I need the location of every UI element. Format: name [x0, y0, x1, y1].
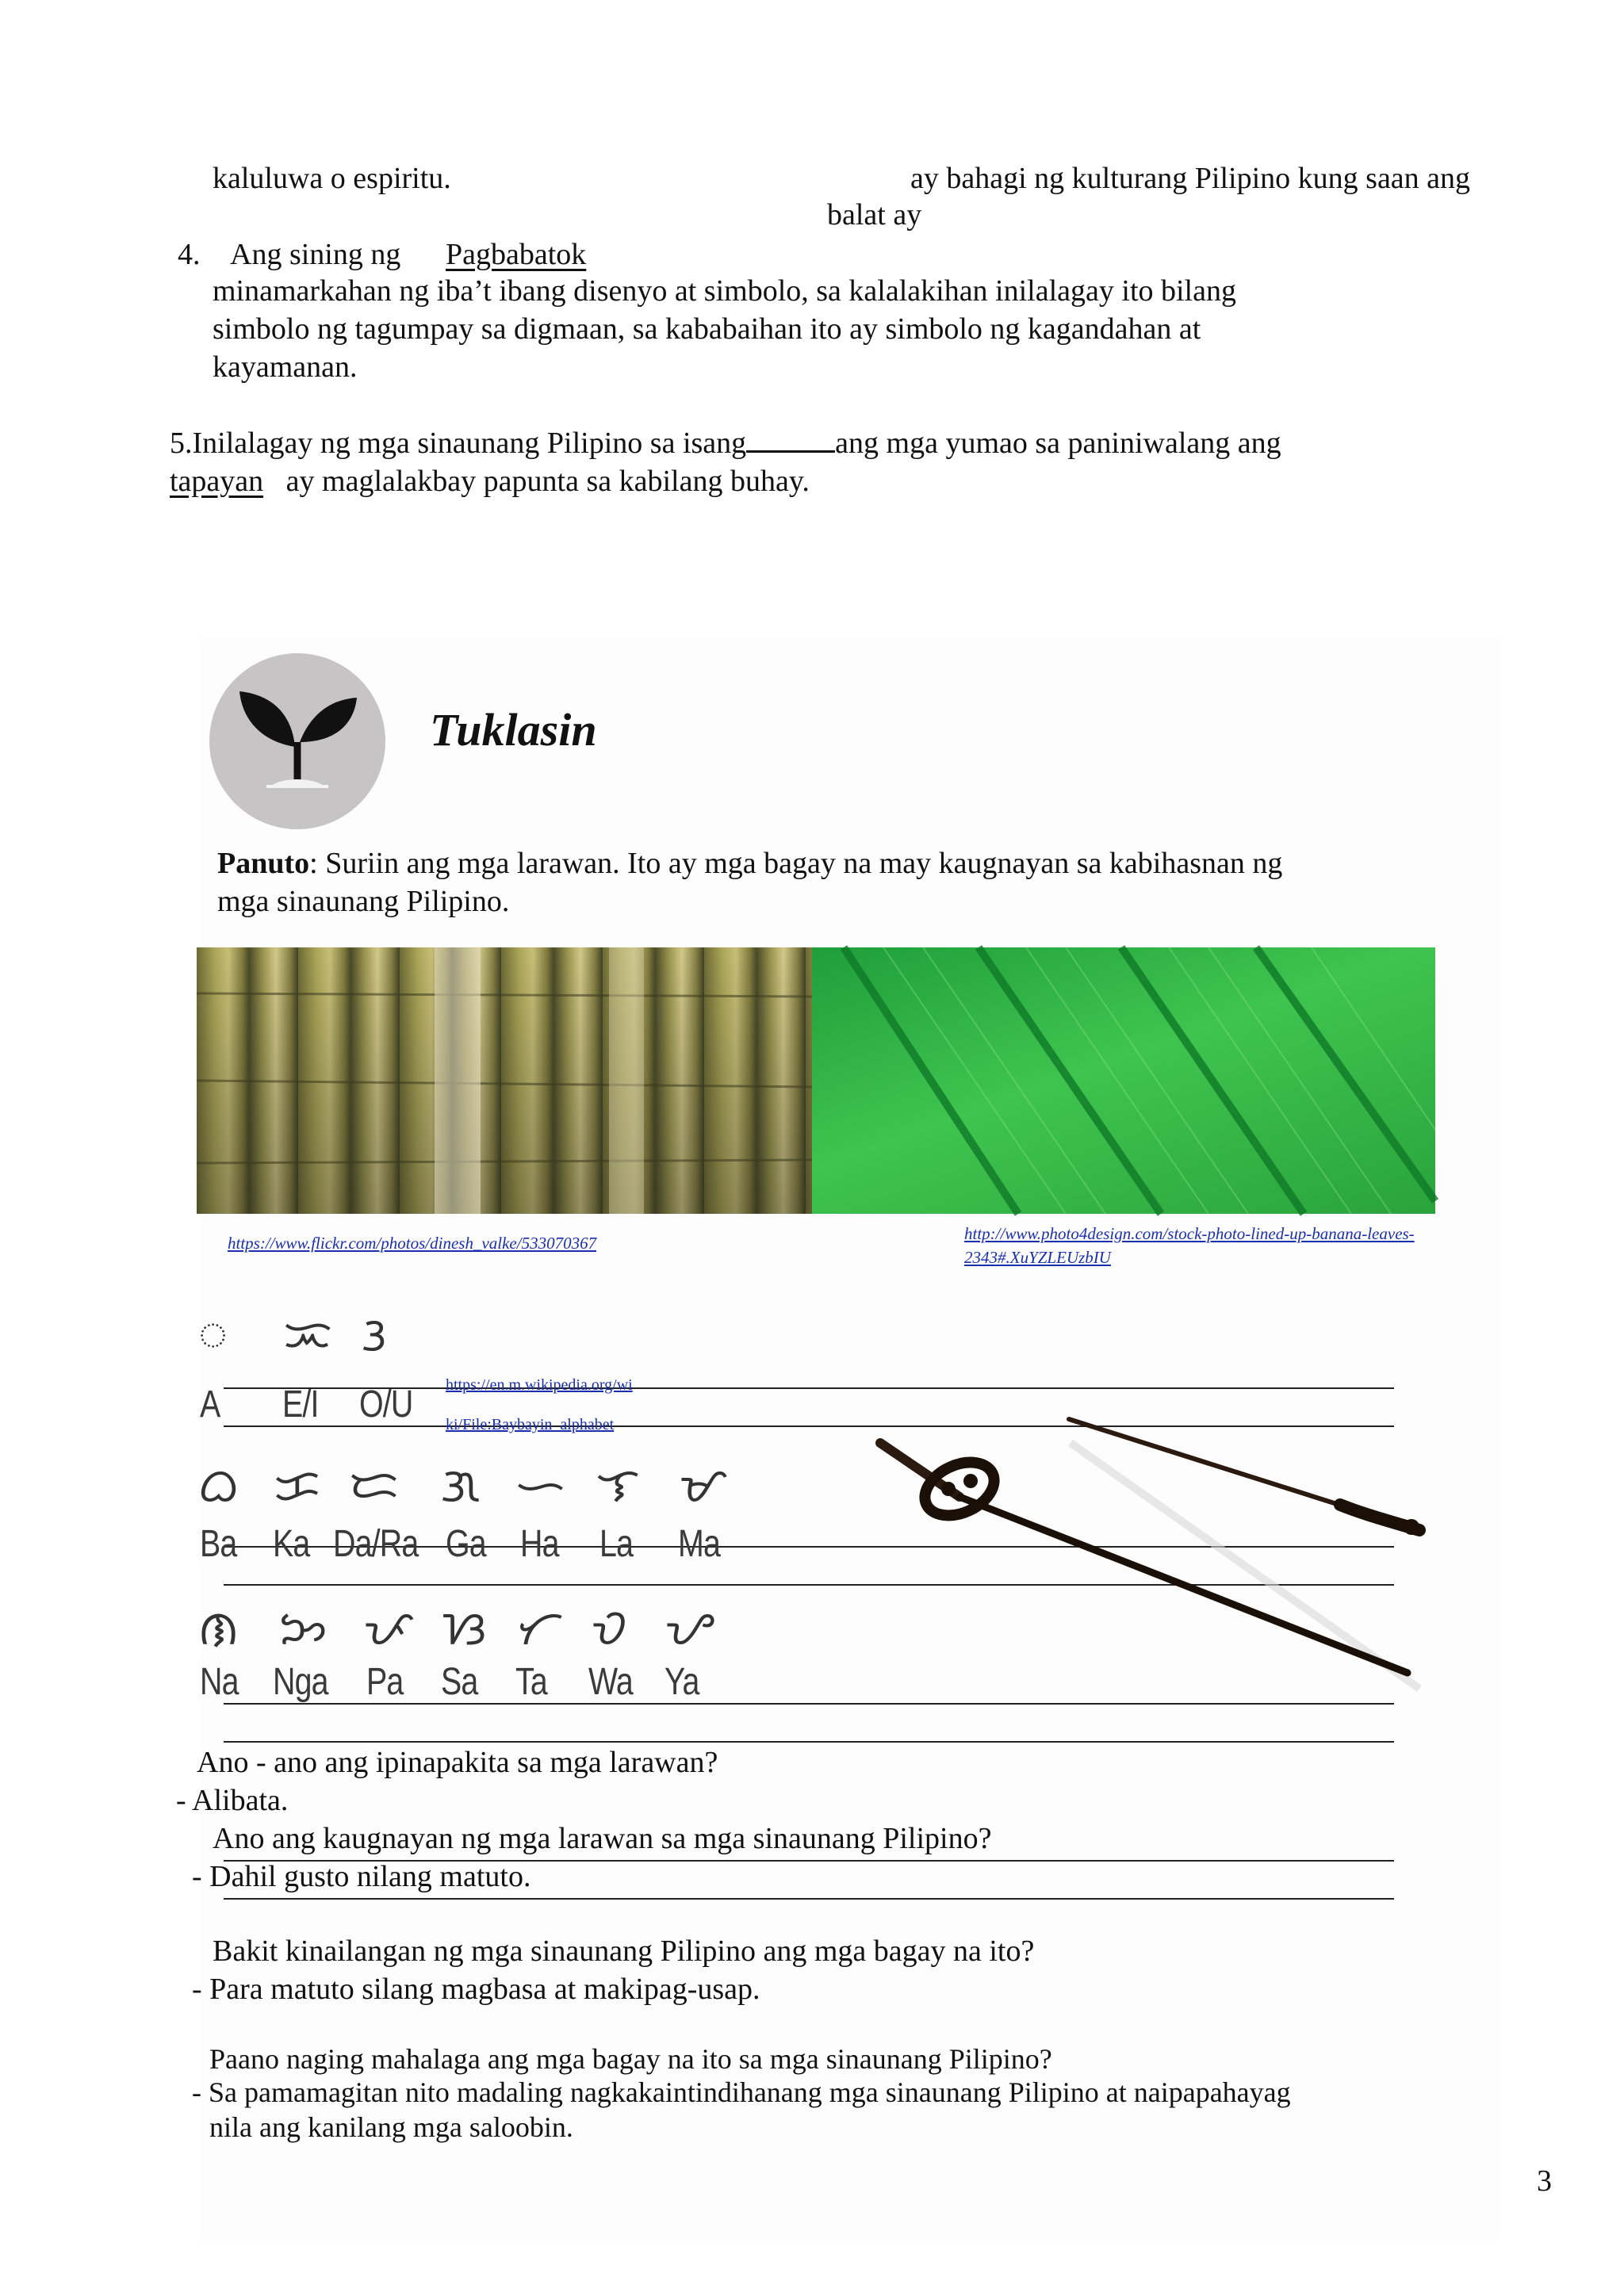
wiki-credit-link[interactable] — [446, 1416, 614, 1424]
panuto-line — [217, 845, 1282, 882]
banana-leaf-photo — [812, 947, 1435, 1214]
panuto-text: : Suriin ang mga larawan. Ito ay mga bagay na may kaugnayan sa kabihasnan ng — [309, 847, 1283, 880]
baybayin-label: Na — [200, 1661, 239, 1703]
baybayin-glyph: ᜌ — [665, 1601, 714, 1656]
baybayin-glyph: ᜇ — [349, 1458, 399, 1513]
item-4-line: minamarkahan ng iba’t ibang disenyo at simbolo, sa kalalakihan inilalagay ito bilang — [213, 274, 1236, 308]
bamboo-photo — [197, 947, 812, 1214]
baybayin-label: Wa — [588, 1661, 633, 1703]
baybayin-glyph: ᜄ — [440, 1458, 481, 1513]
baybayin-glyph: ᜐ — [442, 1601, 487, 1656]
answer-2: - Dahil gusto nilang matuto. — [192, 1860, 531, 1893]
answer-line — [224, 1898, 1394, 1900]
item-4-answer: Pagbabatok — [446, 238, 587, 271]
panuto-line: mga sinaunang Pilipino. — [217, 885, 510, 918]
baybayin-glyph: ᜀ — [198, 1303, 228, 1358]
answer-4: - Sa pamamagitan nito madaling nagkakaintindihanang mga sinaunang Pilipino at naipapahayag — [192, 2076, 1291, 2108]
baybayin-glyph: ᜏ — [591, 1601, 627, 1656]
baybayin-glyph: ᜁ — [284, 1307, 332, 1363]
question-3: Bakit kinailangan ng mga sinaunang Pilipino ang mga bagay na ito? — [213, 1934, 1035, 1968]
baybayin-glyph: ᜆ — [517, 1601, 564, 1656]
answer-3: - Para matuto silang magbasa at makipag-usap. — [192, 1973, 760, 2006]
baybayin-label: Ka — [273, 1523, 310, 1565]
baybayin-label: Sa — [441, 1661, 478, 1703]
item-5-text: ay maglalakbay papunta sa kabilang buhay. — [285, 465, 810, 498]
item-5-line — [170, 425, 1281, 461]
answer-1: - Alibata. — [176, 1784, 289, 1817]
item-4-lead: Ang sining ng — [230, 238, 401, 271]
answer-4-cont: nila ang kanilang mga saloobin. — [209, 2111, 573, 2143]
baybayin-glyph: ᜊ — [198, 1458, 239, 1513]
baybayin-label: Ya — [665, 1661, 699, 1703]
baybayin-glyph: ᜅ — [279, 1601, 327, 1656]
question-1: Ano - ano ang ipinapakita sa mga larawan? — [197, 1746, 718, 1779]
baybayin-label: Ba — [200, 1523, 237, 1565]
baybayin-label: E/I — [282, 1383, 319, 1425]
baybayin-glyph: ᜋ — [679, 1458, 728, 1513]
baybayin-label: Da/Ra — [333, 1523, 419, 1565]
baybayin-glyph: ᜈ — [198, 1601, 239, 1656]
baybayin-glyph: ᜑ — [515, 1458, 565, 1513]
stylus-image — [864, 1403, 1435, 1705]
text-line: balat ay — [827, 198, 922, 232]
baybayin-label: Nga — [273, 1661, 328, 1703]
baybayin-label: Pa — [366, 1661, 404, 1703]
question-2: Ano ang kaugnayan ng mga larawan sa mga sinaunang Pilipino? — [213, 1822, 992, 1855]
page-number: 3 — [1537, 2164, 1552, 2198]
baybayin-label: Ta — [515, 1661, 547, 1703]
baybayin-label: O/U — [359, 1383, 413, 1425]
item-5-text: ang mga yumao sa paniniwalang ang — [835, 427, 1281, 460]
text-line: kaluluwa o espiritu. — [213, 162, 451, 195]
item-5-line — [170, 463, 810, 499]
banana-credit-link[interactable]: 2343#.XuYZLEUzbIU — [964, 1248, 1111, 1267]
item-5-text: 5.Inilalagay ng mga sinaunang Pilipino sa isang — [170, 427, 747, 460]
baybayin-glyph: ᜉ — [363, 1601, 415, 1656]
baybayin-label: Ha — [520, 1523, 559, 1565]
item-5-answer: tapayan — [170, 465, 264, 498]
baybayin-label: Ma — [678, 1523, 721, 1565]
wiki-credit-link[interactable]: https://en.m.wikipedia.org/wi — [446, 1376, 633, 1394]
bamboo-credit-link[interactable]: https://www.flickr.com/photos/dinesh_valke/533070367 — [228, 1234, 597, 1253]
panuto-label: Panuto — [217, 847, 310, 880]
baybayin-label: Ga — [446, 1523, 486, 1565]
baybayin-label: A — [200, 1383, 220, 1425]
question-4: Paano naging mahalaga ang mga bagay na ito sa mga sinaunang Pilipino? — [209, 2043, 1052, 2075]
item-4-line: simbolo ng tagumpay sa digmaan, sa kababaihan ito ay simbolo ng kagandahan at — [213, 312, 1201, 346]
baybayin-label: La — [599, 1523, 634, 1565]
item-4-line: kayamanan. — [213, 350, 358, 384]
baybayin-glyph: ᜎ — [596, 1458, 640, 1513]
item-4-number: 4. — [178, 238, 201, 271]
answer-line — [224, 1741, 1394, 1743]
baybayin-glyph: ᜂ — [361, 1307, 387, 1363]
banana-credit-link[interactable]: http://www.photo4design.com/stock-photo-lined-up-banana-leaves- — [964, 1224, 1415, 1243]
baybayin-glyph: ᜃ — [274, 1458, 321, 1513]
text-line: ay bahagi ng kulturang Pilipino kung saan ang — [910, 162, 1471, 195]
section-title: Tuklasin — [430, 704, 597, 756]
answer-blank — [746, 427, 835, 453]
seedling-icon — [209, 653, 385, 829]
